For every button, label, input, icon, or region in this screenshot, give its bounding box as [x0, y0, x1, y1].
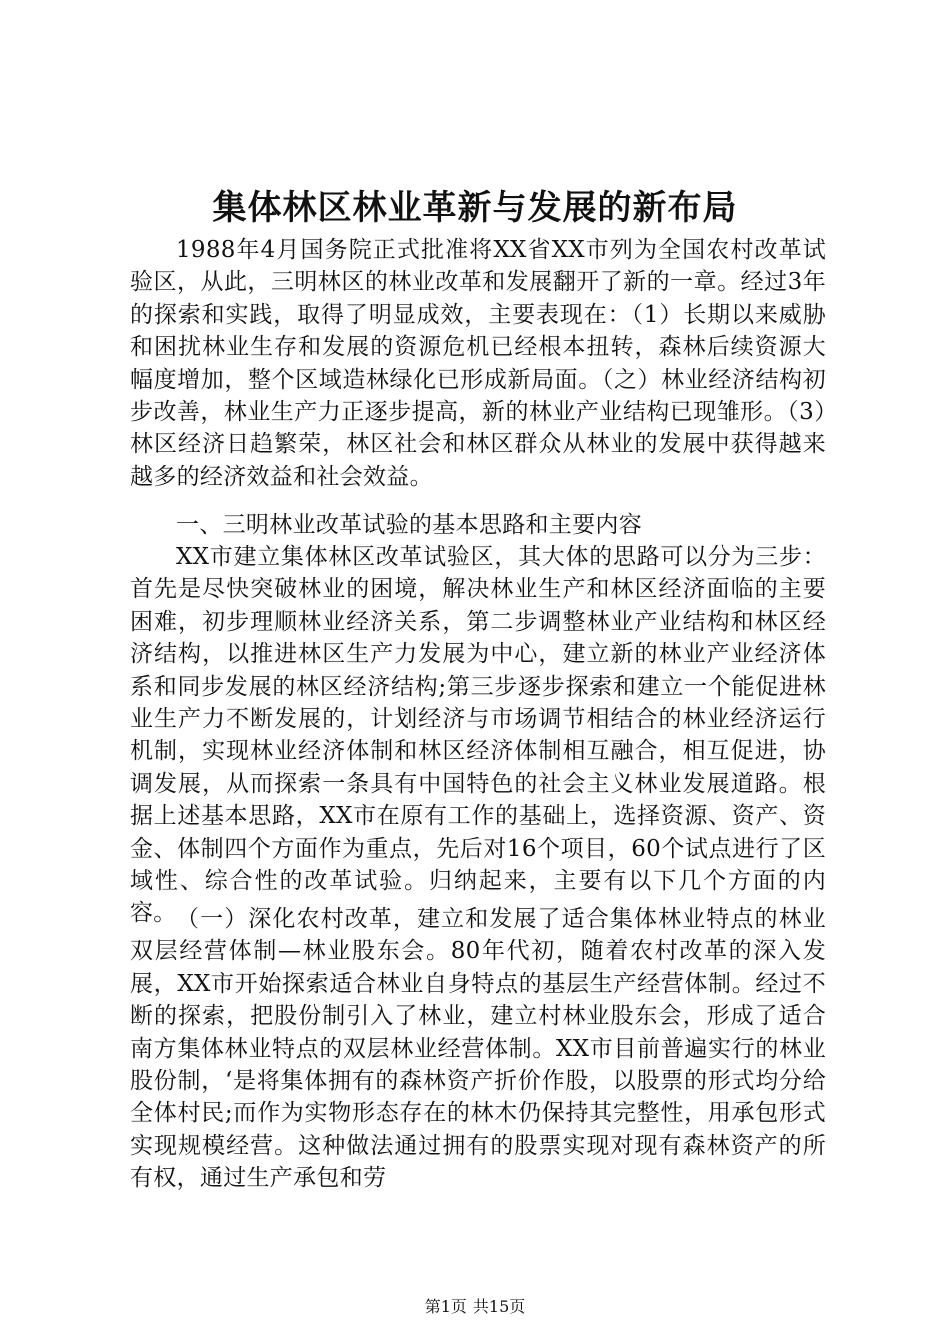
document-title: 集体林区林业革新与发展的新布局: [212, 188, 738, 228]
page-footer: [0, 1296, 950, 1318]
point-one-paragraph: [130, 903, 826, 1195]
section-heading-text: 一、三明林业改革试验的基本思路和主要内容: [176, 512, 642, 538]
intro-paragraph: [130, 234, 826, 493]
ideas-paragraph-text: XX市建立集体林区改革试验区，其大体的思路可以分为三步：首先是尽快突破林业的困境，解决林业生产和林区经济面临的主要困难，初步理顺林业经济关系，第二步调整林业产业结构和林区经济结构，以推进林区生产力发展为中心，建立新的林业产业经济体系和同步发展的林区经济结构;第三步逐步探索和建立一个能促进林业生产力不断发展的，计划经济与市场调节相结合的林业经济运行机制，实现林业经济体制和林区经济体制相互融合，相互促进，协调发展，从而探索一条具有中国特色的社会主义林业发展道路。根据上述基本思路，XX市在原有工作的基础上，选择资源、资产、资金、体制四个方面作为重点，先后对16个项目，60个试点进行了区域性、综合性的改革试验。归纳起来，主要有以下几个方面的内容。: [130, 544, 826, 927]
page-total: 共15页: [472, 1297, 526, 1316]
intro-paragraph-text: 1988年4月国务院正式批准将XX省XX市列为全国农村改革试验区，从此，三明林区的林业改革和发展翻开了新的一章。经过3年的探索和实践，取得了明显成效，主要表现在：（1）长期以来威胁和困扰林业生存和发展的资源危机已经根本扭转，森林后续资源大幅度增加，整个区域造林绿化已形成新局面。（之）林业经济结构初步改善，林业生产力正逐步提高，新的林业产业结构已现雏形。（3）林区经济日趋繁荣，林区社会和林区群众从林业的发展中获得越来越多的经济效益和社会效益。: [130, 237, 826, 490]
section-heading: [130, 509, 826, 541]
ideas-paragraph: [130, 541, 826, 930]
point-one-paragraph-text: （一）深化农村改革，建立和发展了适合集体林业特点的林业双层经营体制—林业股东会。80年代初，随着农村改革的深入发展，XX市开始探索适合林业自身特点的基层生产经营体制。经过不断的探索，把股份制引入了林业，建立村林业股东会，形成了适合南方集体林业特点的双层林业经营体制。XX市目前普遍实行的林业股份制，‘是将集体拥有的森林资产折价作股，以股票的形式均分给全体村民;而作为实物形态存在的林木仍保持其完整性，用承包形式实现规模经营。这种做法通过拥有的股票实现对现有森林资产的所有权，通过生产承包和劳: [130, 906, 826, 1192]
page-number: 第1页: [424, 1297, 467, 1316]
